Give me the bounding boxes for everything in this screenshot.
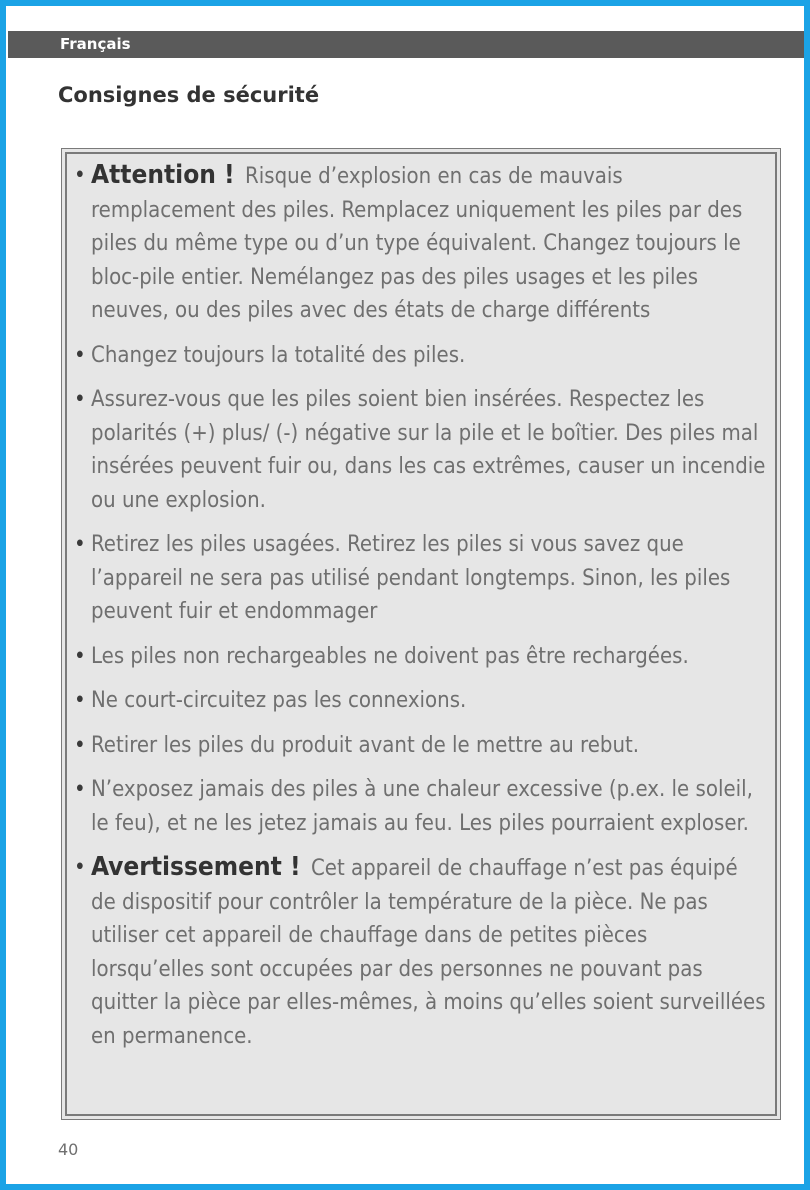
warning-item-no-recharge <box>74 640 766 674</box>
bullet-icon: • <box>74 732 86 758</box>
warning-text: Cet appareil de chauffage n’est pas équipé de dispositif pour contrôler la température de la pièce. Ne pas utiliser cet appareil de chauffage dans de petites pièces lorsqu’elles sont occupées par des personnes ne pouvant pas quitter la pièce par elles-mêmes, à moins qu’elles soient surveillées en permanence. <box>91 856 766 1049</box>
bullet-icon: • <box>74 643 86 669</box>
page-number: 40 <box>58 1140 79 1159</box>
warning-lead-avertissement: Avertissement ! <box>91 852 301 882</box>
warning-text: Changez toujours la totalité des piles. <box>91 342 466 368</box>
warning-item-disposal <box>74 729 766 763</box>
language-label: Français <box>60 35 131 53</box>
bullet-icon: • <box>74 688 86 713</box>
warning-text: Risque d’explosion en cas de mauvais remplacement des piles. Remplacez uniquement les piles par des piles du même type ou d’un type équivalent. Changez toujours le bloc-pile entier. Nemélangez pas des piles usages et les piles neuves, ou des piles avec des états de charge différents <box>91 164 743 323</box>
bullet-icon: • <box>74 532 86 557</box>
warning-item-heat <box>74 773 766 840</box>
warning-lead-attention: Attention ! <box>91 160 235 190</box>
bullet-icon: • <box>74 855 86 880</box>
warning-text: Ne court-circuitez pas les connexions. <box>91 688 467 713</box>
bullet-icon: • <box>74 163 86 188</box>
language-header <box>8 31 804 58</box>
warning-item-no-short-circuit <box>74 684 766 718</box>
warning-item-explosion-risk <box>74 159 766 328</box>
warning-item-heater-supervision <box>74 851 766 1053</box>
warning-item-remove-used <box>74 528 766 629</box>
section-title: Consignes de sécurité <box>58 83 320 107</box>
warning-text: Assurez-vous que les piles soient bien insérées. Respectez les polarités (+) plus/ (-) négative sur la pile et le boîtier. Des piles mal insérées peuvent fuir ou, dans les cas extrêmes, causer un incendie ou une explosion. <box>91 387 766 513</box>
warning-text: N’exposez jamais des piles à une chaleur excessive (p.ex. le soleil, le feu), et ne les jetez jamais au feu. Les piles pourraient exploser. <box>91 777 753 836</box>
bullet-icon: • <box>74 387 86 412</box>
warning-text: Retirer les piles du produit avant de le mettre au rebut. <box>91 732 640 758</box>
safety-warning-list <box>62 149 780 1053</box>
bullet-icon: • <box>74 777 86 802</box>
bullet-icon: • <box>74 342 86 368</box>
warning-item-polarity <box>74 383 766 517</box>
warning-item-replace-all <box>74 339 766 373</box>
warning-text: Les piles non rechargeables ne doivent pas être rechargées. <box>91 643 689 669</box>
warning-text: Retirez les piles usagées. Retirez les piles si vous savez que l’appareil ne sera pas utilisé pendant longtemps. Sinon, les piles peuvent fuir et endommager <box>91 532 731 624</box>
safety-warning-box <box>61 148 781 1120</box>
